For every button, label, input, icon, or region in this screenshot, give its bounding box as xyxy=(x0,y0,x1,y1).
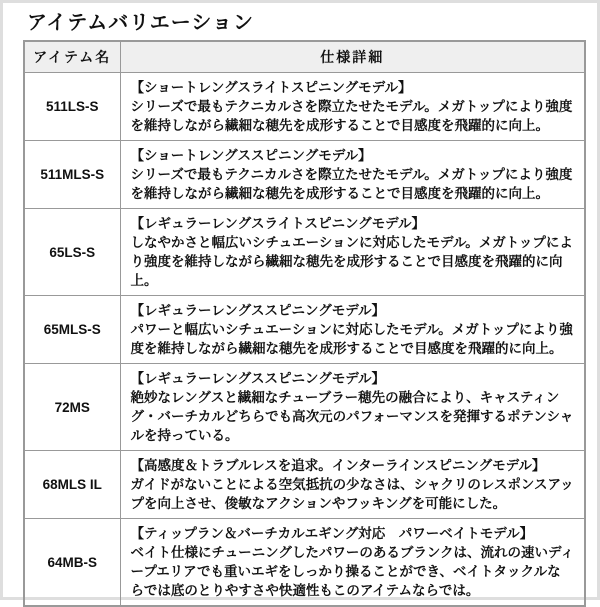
table-row xyxy=(24,141,585,209)
model-description: シリーズで最もテクニカルさを際立たせたモデル。メガトップにより強度を維持しながら繊細な穂先を成形することで目感度を飛躍的に向上。 xyxy=(130,99,573,133)
item-name-cell: 72MS xyxy=(24,364,120,451)
spec-detail-cell xyxy=(120,73,585,141)
spec-detail-cell xyxy=(120,296,585,364)
table-row xyxy=(24,209,585,296)
spec-detail-cell xyxy=(120,364,585,451)
item-variation-table xyxy=(23,40,586,607)
model-type-label: 【レギュラーレングススピニングモデル】 xyxy=(130,303,386,318)
model-description: 絶妙なレングスと繊細なチューブラー穂先の融合により、キャスティング・バーチカルどちらでも高次元のパフォーマンスを発揮するポテンシャルを持っている。 xyxy=(130,390,574,443)
item-name-cell: 65MLS-S xyxy=(24,296,120,364)
item-name-cell: 511LS-S xyxy=(24,73,120,141)
item-name-cell: 511MLS-S xyxy=(24,141,120,209)
item-name-cell: 68MLS IL xyxy=(24,451,120,519)
model-type-label: 【高感度＆トラブルレスを追求。インターラインスピニングモデル】 xyxy=(130,458,546,473)
spec-detail-cell xyxy=(120,141,585,209)
model-description: シリーズで最もテクニカルさを際立たせたモデル。メガトップにより強度を維持しながら繊細な穂先を成形することで目感度を飛躍的に向上。 xyxy=(130,167,573,201)
item-name-cell: 65LS-S xyxy=(24,209,120,296)
model-type-label: 【レギュラーレングススピニングモデル】 xyxy=(130,371,386,386)
model-type-label: 【ショートレングスライトスピニングモデル】 xyxy=(130,80,412,95)
model-description: ベイト仕様にチューニングしたパワーのあるブランクは、流れの速いディープエリアでも重いエギをしっかり操ることができ、ベイトタックルならでは底のとりやすさや快適性もこのアイテムならでは。 xyxy=(130,545,574,598)
model-description: しなやかさと幅広いシチュエーションに対応したモデル。メガトップにより強度を維持しながら繊細な穂先を成形することで目感度を飛躍的に向上。 xyxy=(130,235,573,288)
item-name-cell: 64MB-S xyxy=(24,519,120,607)
page-title: アイテムバリエーション xyxy=(27,12,254,34)
table-row xyxy=(24,73,585,141)
table-row xyxy=(24,519,585,607)
model-type-label: 【ティップラン＆バーチカルエギング対応 パワーベイトモデル】 xyxy=(130,526,534,541)
table-row xyxy=(24,296,585,364)
table-header-row xyxy=(24,41,585,73)
table-row xyxy=(24,451,585,519)
spec-detail-cell xyxy=(120,451,585,519)
model-type-label: 【レギュラーレングスライトスピニングモデル】 xyxy=(130,216,426,231)
model-description: ガイドがないことによる空気抵抗の少なさは、シャクリのレスポンスアップを向上させ、俊敏なアクションやフッキングを可能にした。 xyxy=(130,477,574,511)
col-header-spec-detail: 仕様詳細 xyxy=(120,41,585,73)
table-row xyxy=(24,364,585,451)
col-header-item-name: アイテム名 xyxy=(24,41,120,73)
model-type-label: 【ショートレングススピニングモデル】 xyxy=(130,148,372,163)
spec-detail-cell xyxy=(120,519,585,607)
spec-detail-cell xyxy=(120,209,585,296)
model-description: パワーと幅広いシチュエーションに対応したモデル。メガトップにより強度を維持しながら繊細な穂先を成形することで目感度を飛躍的に向上。 xyxy=(130,322,573,356)
